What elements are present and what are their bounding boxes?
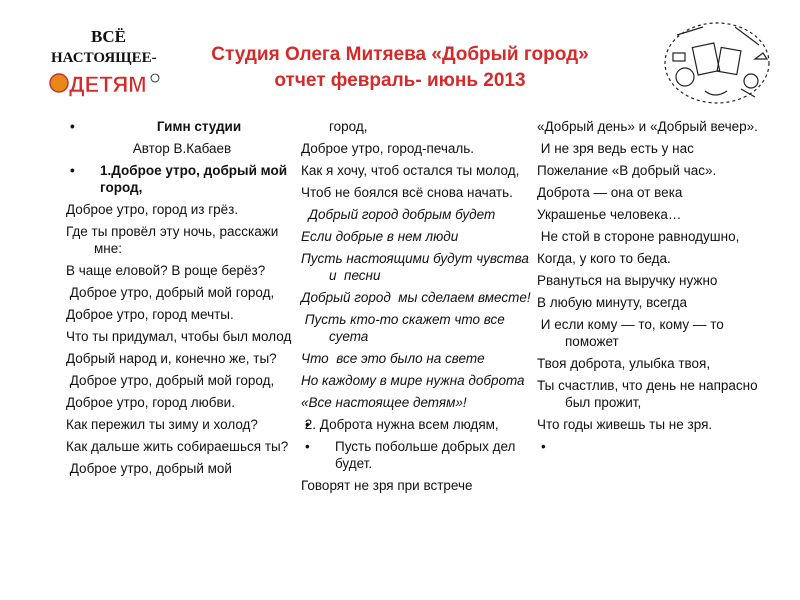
text-line: И не зря ведь есть у нас [537, 141, 694, 156]
text-line: Что годы живешь ты не зря. [537, 417, 713, 432]
text-line: Но каждому в мире нужна доброта [301, 373, 525, 388]
text-line: Доброе утро, добрый мой город, [66, 373, 275, 388]
text-line: • Пусть побольше добрых дел будет. [301, 438, 533, 472]
text-line: В любую минуту, всегда [537, 295, 688, 310]
text-line: Доброе утро, добрый мой город, [66, 285, 275, 300]
text-line: Что все это было на свете [301, 351, 485, 366]
doodle-graphic [655, 15, 780, 110]
text-line: Доброе утро, город любви. [66, 395, 235, 410]
text-column-2 [301, 118, 533, 499]
text-line: Говорят не зря при встрече [301, 478, 473, 493]
text-line: Ты счастлив, что день не напрасно был прожит, [537, 378, 762, 410]
school-doodle-icon [655, 15, 780, 110]
logo-line1: ВСЁ [91, 27, 126, 46]
text-line: Пожелание «В добрый час». [537, 163, 717, 178]
logo [45, 22, 163, 104]
text-line: Доброе утро, город-печаль. [301, 141, 475, 156]
text-line: город, [329, 119, 368, 134]
text-line: Доброе утро, город мечты. [66, 307, 234, 322]
text-line: И если кому — то, кому — то поможет [537, 317, 728, 349]
text-line: В чаще еловой? В роще берёз? [66, 263, 266, 278]
text-line: Пусть настоящими будут чувства и песни [301, 251, 533, 283]
text-line: Добрый город мы сделаем вместе! [301, 290, 531, 305]
text-line: Твоя доброта, улыбка твоя, [537, 356, 711, 371]
text-line: Как пережил ты зиму и холод? [66, 417, 258, 432]
text-line: Чтоб не боялся всё снова начать. [301, 185, 513, 200]
logo-line2: НАСТОЯЩЕЕ- [51, 50, 157, 66]
text-line: Доброе утро, город из грёз. [66, 202, 239, 217]
text-line: Добрый народ и, конечно же, ты? [66, 351, 277, 366]
text-line: Что ты придумал, чтобы был молод [66, 329, 292, 344]
text-line: Украшенье человека… [537, 207, 682, 222]
text-line: Добрый город добрым будет [301, 207, 496, 222]
text-line: Автор В.Кабаев [132, 141, 232, 156]
text-column-1 [66, 118, 298, 482]
text-line: • 1.Доброе утро, добрый мой город, [66, 162, 298, 196]
title-line-1: Студия Олега Митяева «Добрый город» [211, 44, 589, 65]
orange-icon [50, 74, 68, 92]
title-line-2: отчет февраль- июнь 2013 [274, 70, 526, 91]
text-line: «Добрый день» и «Добрый вечер». [537, 119, 758, 134]
text-line: «Все настоящее детям»! [301, 395, 467, 410]
text-line: Как дальше жить собираешься ты? [66, 439, 289, 454]
logo-line3: ДЕТЯМ [69, 72, 147, 97]
text-line: Доброе утро, добрый мой [66, 461, 232, 476]
text-line: Как я хочу, чтоб остался ты молод, [301, 163, 520, 178]
text-line: • Гимн студии [66, 118, 298, 135]
registered-icon [151, 74, 159, 82]
text-line: Когда, у кого то беда. [537, 251, 671, 266]
text-column-3 [537, 118, 777, 438]
text-line: 2. Доброта нужна всем людям, [301, 417, 499, 432]
text-line: Доброта — она от века [537, 185, 683, 200]
text-line: Где ты провёл эту ночь, расскажи мне: [66, 224, 283, 256]
text-line: Рвануться на выручку нужно [537, 273, 718, 288]
text-line: Если добрые в нем люди [301, 229, 459, 244]
text-line: Не стой в стороне равнодушно, [537, 229, 740, 244]
page-title [160, 42, 640, 94]
text-line: Пусть кто-то скажет что все суета [301, 312, 509, 344]
logo-graphic [45, 22, 163, 104]
